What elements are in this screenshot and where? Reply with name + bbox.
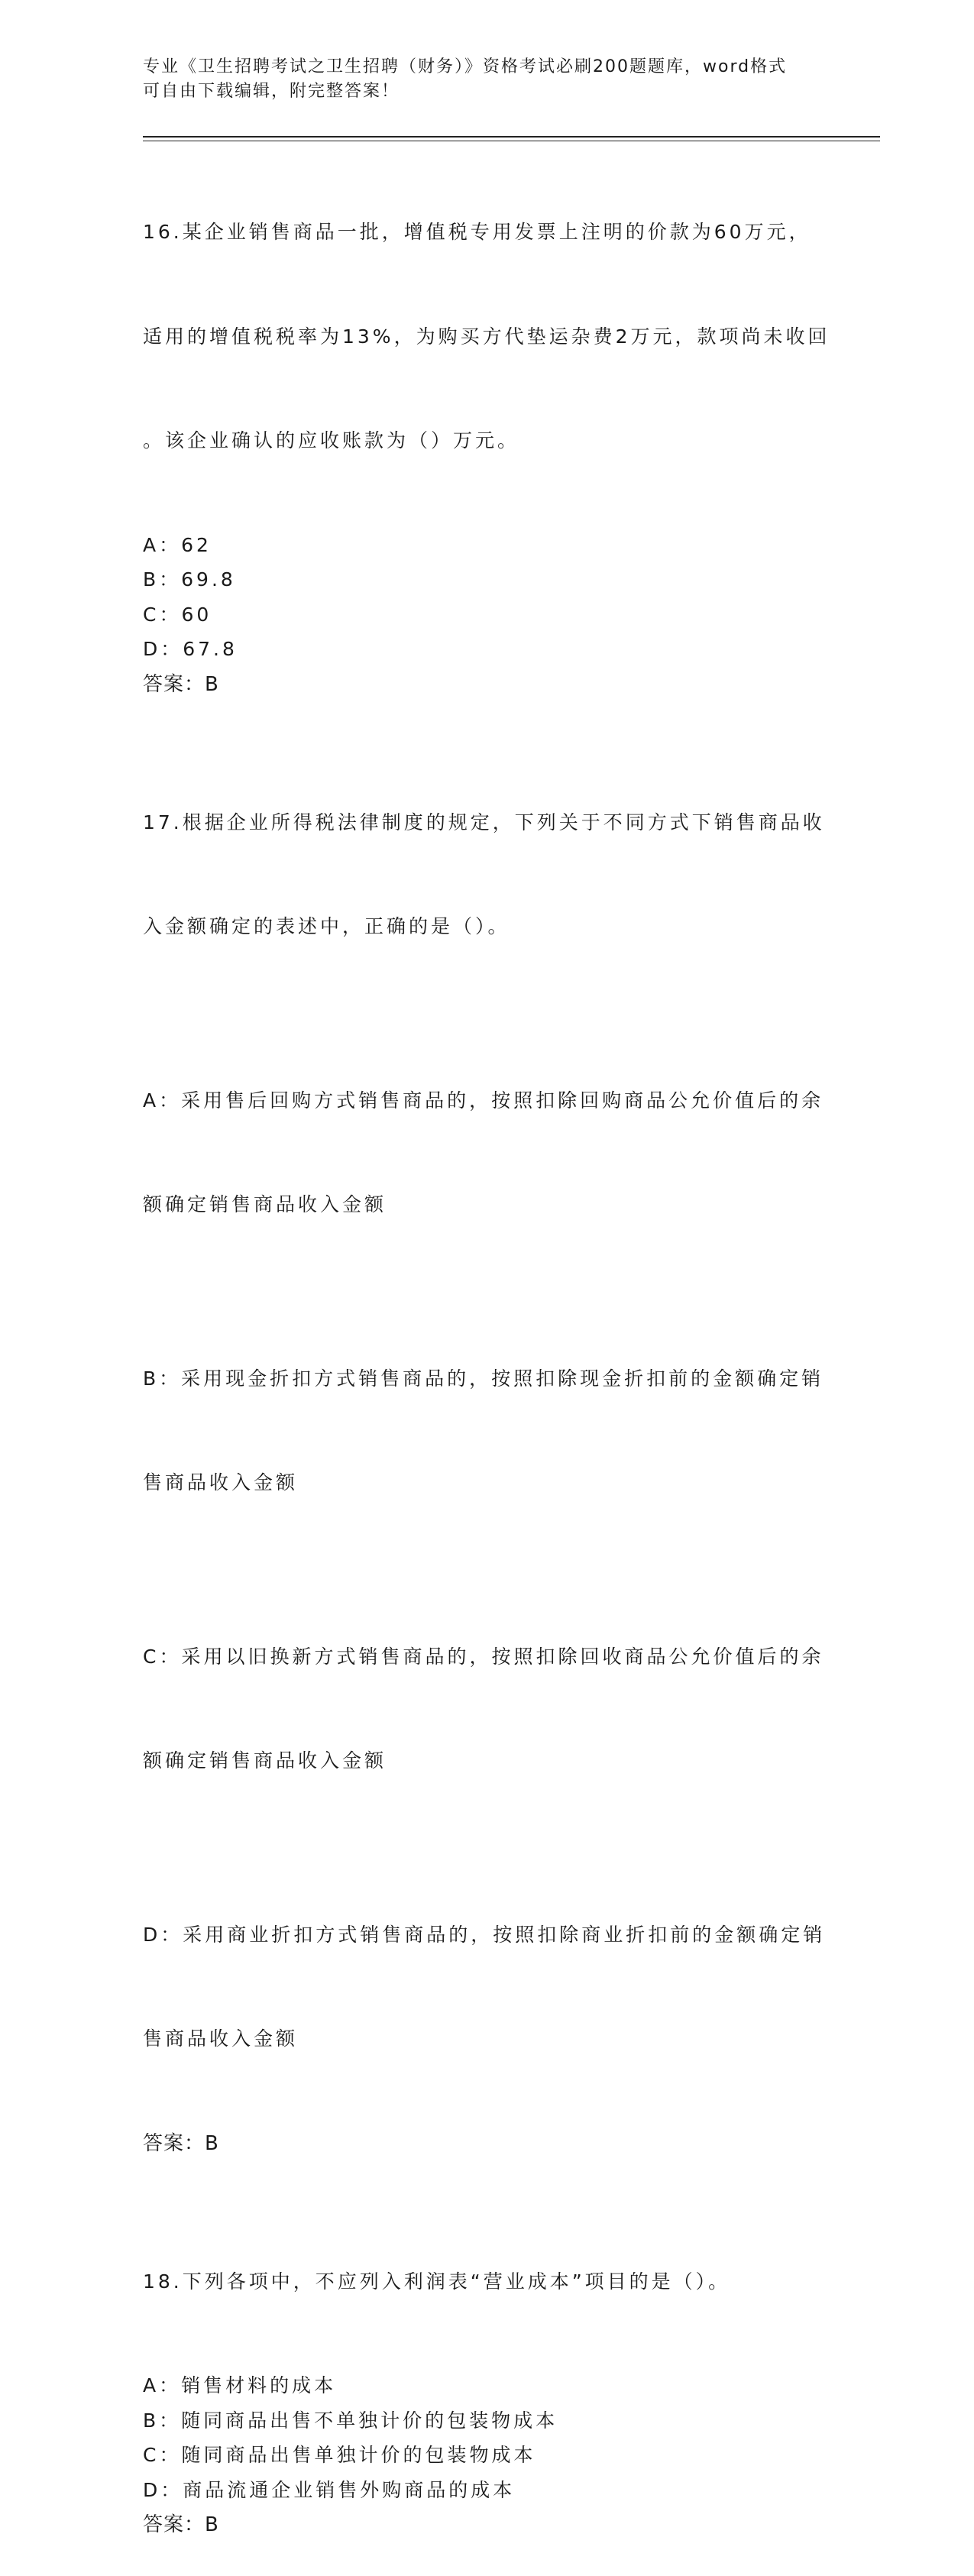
option-a: A：销售材料的成本	[143, 2374, 337, 2396]
option-line: 售商品收入金额	[143, 2027, 299, 2050]
option-line: 额确定销售商品收入金额	[143, 1749, 387, 1772]
stem-line: 16.某企业销售商品一批，增值税专用发票上注明的价款为60万元，	[143, 221, 811, 243]
option-c: C：随同商品出售单独计价的包装物成本	[143, 2444, 536, 2466]
answer-line: 答案：B	[143, 2513, 219, 2536]
answer-line: 答案：B	[143, 672, 219, 696]
header-divider-thick	[143, 136, 880, 138]
question-18	[143, 2195, 830, 2543]
question-16	[143, 145, 830, 702]
stem-line: 18.下列各项中，不应列入利润表“营业成本”项目的是（）。	[143, 2270, 731, 2293]
document-header	[143, 55, 830, 104]
option-c	[143, 1570, 830, 1848]
header-line-1: 专业《卫生招聘考试之卫生招聘（财务）》资格考试必刷200题题库，word格式	[143, 57, 788, 76]
option-line: 额确定销售商品收入金额	[143, 1193, 387, 1215]
option-a	[143, 1014, 830, 1292]
stem-line: 17.根据企业所得税法律制度的规定，下列关于不同方式下销售商品收	[143, 811, 825, 833]
stem-line: 入金额确定的表述中，正确的是（）。	[143, 915, 510, 937]
option-a: A：62	[143, 533, 212, 556]
option-d: D：商品流通企业销售外购商品的成本	[143, 2478, 516, 2501]
option-b: B：随同商品出售不单独计价的包装物成本	[143, 2409, 558, 2432]
option-line: A：采用售后回购方式销售商品的，按照扣除回购商品公允价值后的余	[143, 1089, 824, 1112]
header-line-2: 可自由下载编辑，附完整答案！	[143, 82, 400, 101]
option-d: D：67.8	[143, 638, 238, 660]
question-stem	[143, 2195, 830, 2369]
option-line: B：采用现金折扣方式销售商品的，按照扣除现金折扣前的金额确定销	[143, 1367, 824, 1390]
option-line: C：采用以旧换新方式销售商品的，按照扣除回收商品公允价值后的余	[143, 1645, 824, 1668]
stem-line: 适用的增值税税率为13%，为购买方代垫运杂费2万元，款项尚未收回	[143, 325, 830, 348]
option-line: D：采用商业折扣方式销售商品的，按照扣除商业折扣前的金额确定销	[143, 1923, 826, 1946]
answer-line: 答案：B	[143, 2131, 219, 2155]
stem-line: 。该企业确认的应收账款为（）万元。	[143, 429, 520, 451]
option-d	[143, 1848, 830, 2126]
question-17	[143, 736, 830, 2161]
question-stem	[143, 736, 830, 1014]
option-line: 售商品收入金额	[143, 1471, 299, 1493]
question-list	[143, 145, 830, 2576]
option-b	[143, 1292, 830, 1570]
option-c: C：60	[143, 603, 212, 626]
option-b: B：69.8	[143, 568, 236, 591]
question-stem	[143, 145, 830, 528]
